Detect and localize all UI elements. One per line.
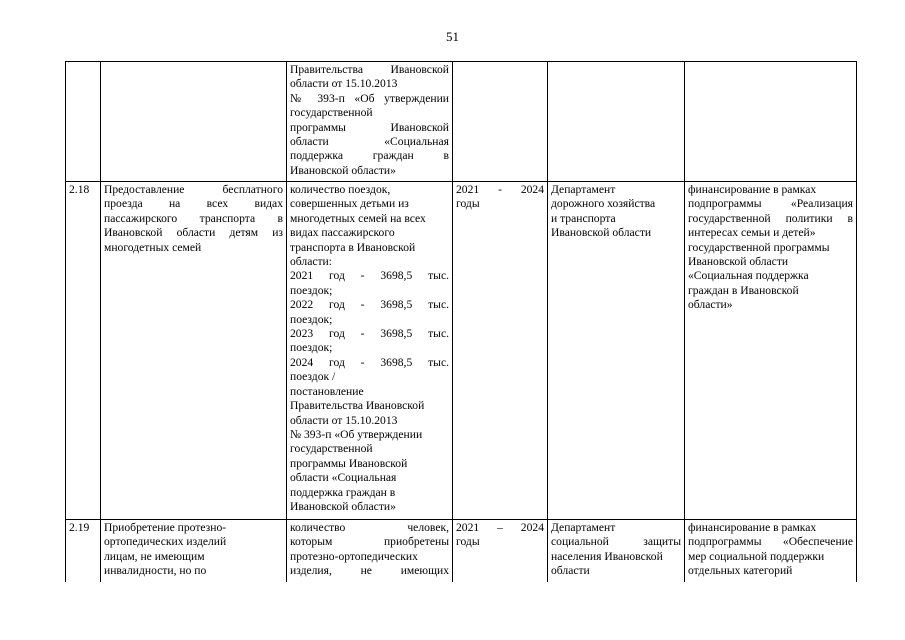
financing-text [688, 183, 853, 313]
cell-num: 2.18 [66, 182, 101, 520]
program-measures-table [65, 61, 857, 582]
text-line: области от 15.10.2013 [290, 77, 398, 91]
text-line: транспорта в Ивановской [290, 240, 416, 254]
text-line: Департамент [551, 183, 616, 196]
text-line: количество поездок, [290, 183, 391, 196]
period-end: 2024 [520, 521, 544, 534]
cell-indicator [287, 62, 453, 182]
cell-financing [685, 62, 857, 182]
text-line: отдельных категорий [688, 564, 793, 578]
cell-indicator [287, 520, 453, 582]
period-unit: годы [456, 197, 480, 211]
text-line: лицам, не имеющим [104, 549, 205, 563]
page-number: 51 [446, 29, 459, 44]
text-line: «Социальная поддержка [688, 269, 809, 283]
text-line: поездок; [290, 283, 333, 297]
table-row-2-19 [66, 520, 857, 582]
text-line: области «Социальная [290, 471, 397, 485]
text-line: проезда на всех видах [104, 197, 283, 211]
text-line: области» [688, 298, 733, 312]
text-line: программы Ивановской [290, 456, 408, 470]
text-line: дорожного хозяйства [551, 197, 656, 211]
text-line: 2023 год - 3698,5 тыс. [290, 327, 449, 341]
cell-measure [101, 182, 287, 520]
indicator-text [290, 183, 449, 514]
text-line: поездок / [290, 370, 336, 384]
text-line: пассажирского транспорта в [104, 211, 283, 225]
text-line: и транспорта [551, 211, 616, 225]
text-line: Правительства Ивановской [290, 63, 449, 76]
period-dash: - [498, 183, 502, 196]
cell-measure [101, 520, 287, 582]
text-line: ортопедических изделий [104, 535, 227, 549]
text-line: протезно-ортопедических [290, 549, 418, 563]
text-line: 2021 год - 3698,5 тыс. [290, 269, 449, 283]
text-line: интересах семьи и детей» [688, 226, 816, 240]
text-line: многодетных семей [104, 240, 202, 254]
text-line: финансирование в рамках [688, 183, 817, 196]
period-range [456, 521, 544, 535]
text-line: области от 15.10.2013 [290, 413, 398, 427]
cell-measure [101, 62, 287, 182]
period-dash: – [497, 521, 503, 534]
text-line: государственной [290, 442, 373, 456]
text-line: Ивановской области [688, 255, 789, 269]
cell-num [66, 62, 101, 182]
text-line: Предоставление бесплатного [104, 183, 283, 196]
text-line: программы Ивановской [290, 120, 449, 134]
cell-executor [548, 520, 685, 582]
text-line: поездок; [290, 312, 333, 326]
cell-period [453, 62, 548, 182]
text-line: граждан в Ивановской [688, 283, 799, 297]
text-line: населения Ивановской [551, 549, 663, 563]
text-line: поддержка граждан в [290, 485, 396, 499]
text-line: видах пассажирского [290, 226, 395, 240]
period-start: 2021 [456, 521, 480, 534]
text-line: 2024 год - 3698,5 тыс. [290, 355, 449, 369]
text-line: изделия, не имеющих [290, 564, 449, 578]
text-line: Ивановской области» [290, 499, 396, 513]
table-row-continuation [66, 62, 857, 182]
text-line: Ивановской области» [290, 163, 396, 177]
measure-text [104, 183, 283, 255]
text-line: Приобретение протезно- [104, 521, 227, 534]
financing-text [688, 521, 853, 579]
text-line: поездок; [290, 341, 333, 355]
period-end: 2024 [520, 183, 544, 196]
text-line: подпрограммы «Обеспечение [688, 535, 853, 549]
text-line: № 393-п «Об утверждении [290, 91, 449, 105]
text-line: области «Социальная [290, 135, 449, 149]
cell-financing [685, 182, 857, 520]
cell-period [453, 520, 548, 582]
indicator-text [290, 63, 449, 178]
cell-executor [548, 62, 685, 182]
text-line: многодетных семей на всех [290, 211, 426, 225]
text-line: области [551, 564, 590, 578]
executor-text [551, 521, 681, 579]
text-line: совершенных детьми из [290, 197, 409, 211]
cell-period [453, 182, 548, 520]
indicator-text [290, 521, 449, 579]
text-line: Правительства Ивановской [290, 399, 425, 413]
text-line: постановление [290, 384, 364, 398]
table-row-2-18 [66, 182, 857, 520]
executor-text [551, 183, 681, 241]
period-start: 2021 [456, 183, 480, 196]
text-line: финансирование в рамках [688, 521, 817, 534]
text-line: государственной политики в [688, 211, 853, 225]
cell-num: 2.19 [66, 520, 101, 582]
text-line: государственной [290, 106, 373, 120]
text-line: инвалидности, но по [104, 564, 207, 578]
text-line: государственной программы [688, 240, 830, 254]
measure-text [104, 521, 283, 579]
text-line: Ивановской области детям из [104, 226, 283, 240]
cell-executor [548, 182, 685, 520]
text-line: области: [290, 255, 332, 269]
period-range [456, 183, 544, 197]
text-line: социальной защиты [551, 535, 681, 549]
text-line: поддержка граждан в [290, 149, 449, 163]
text-line: Департамент [551, 521, 616, 534]
text-line: № 393-п «Об утверждении [290, 427, 423, 441]
text-line: подпрограммы «Реализация [688, 197, 853, 211]
text-line: которым приобретены [290, 535, 449, 549]
cell-financing [685, 520, 857, 582]
text-line: 2022 год - 3698,5 тыс. [290, 298, 449, 312]
cell-indicator [287, 182, 453, 520]
text-line: Ивановской области [551, 226, 652, 240]
text-line: количество человек, [290, 521, 449, 534]
text-line: мер социальной поддержки [688, 549, 825, 563]
period-unit: годы [456, 535, 480, 549]
